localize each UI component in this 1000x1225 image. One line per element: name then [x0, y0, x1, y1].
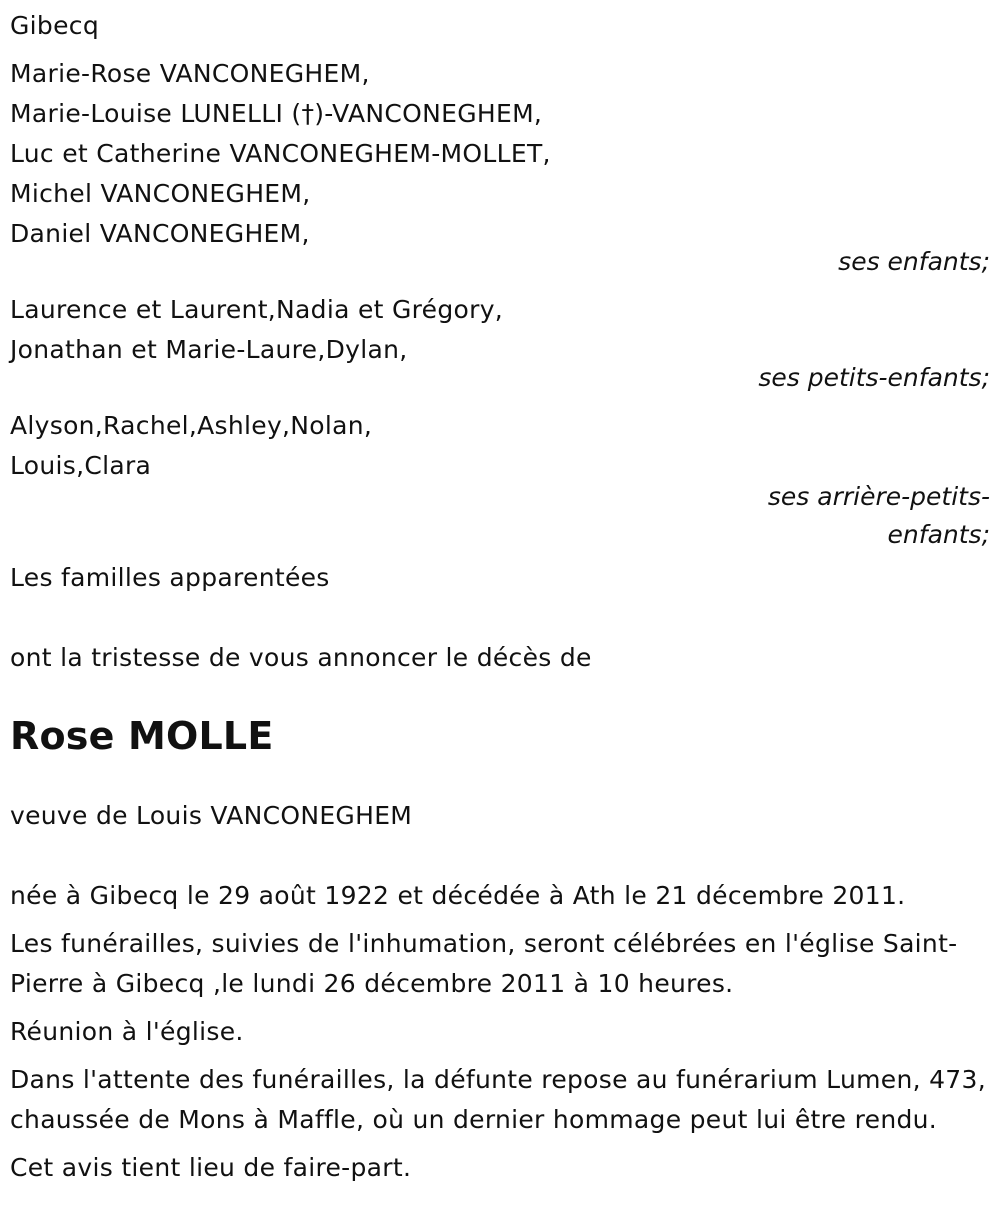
great-grandchild-name: Louis,Clara — [10, 451, 152, 480]
great-grandchildren-label-1: ses arrière-petits- — [767, 482, 990, 511]
great-grandchild-name: Alyson,Rachel,Ashley,Nolan, — [10, 411, 373, 440]
funeral-details: Les funérailles, suivies de l'inhumation, seront célébrées en l'église Saint-Pierre à Gibecq ,le lundi 26 décembre 2011 à 10 heures. — [10, 929, 958, 998]
closing-note: Cet avis tient lieu de faire-part. — [10, 1153, 412, 1182]
child-name: Marie-Louise LUNELLI (†)-VANCONEGHEM, — [10, 99, 543, 128]
birth-death-dates: née à Gibecq le 29 août 1922 et décédée à Ath le 21 décembre 2011. — [10, 881, 906, 910]
meeting-place: Réunion à l'église. — [10, 1017, 244, 1046]
child-name: Luc et Catherine VANCONEGHEM-MOLLET, — [10, 139, 551, 168]
deceased-name: Rose MOLLE — [10, 714, 274, 758]
child-name: Marie-Rose VANCONEGHEM, — [10, 59, 370, 88]
children-section — [10, 54, 990, 282]
child-name: Michel VANCONEGHEM, — [10, 179, 311, 208]
great-grandchildren-label-2: enfants; — [887, 520, 990, 549]
related-families: Les familles apparentées — [10, 563, 330, 592]
great-grandchildren-section — [10, 406, 990, 554]
child-name: Daniel VANCONEGHEM, — [10, 219, 310, 248]
grandchildren-label: ses petits-enfants; — [758, 363, 990, 392]
location: Gibecq — [10, 11, 99, 40]
children-label: ses enfants; — [838, 247, 990, 276]
repose-details: Dans l'attente des funérailles, la défunte repose au funérarium Lumen, 473, chaussée de Mons à Maffle, où un dernier hommage peut lui être rendu. — [10, 1065, 986, 1134]
announcement-text: ont la tristesse de vous annoncer le décès de — [10, 643, 592, 672]
widow-of: veuve de Louis VANCONEGHEM — [10, 801, 413, 830]
grandchild-name: Jonathan et Marie-Laure,Dylan, — [10, 335, 408, 364]
grandchildren-section — [10, 290, 990, 398]
grandchild-name: Laurence et Laurent,Nadia et Grégory, — [10, 295, 504, 324]
